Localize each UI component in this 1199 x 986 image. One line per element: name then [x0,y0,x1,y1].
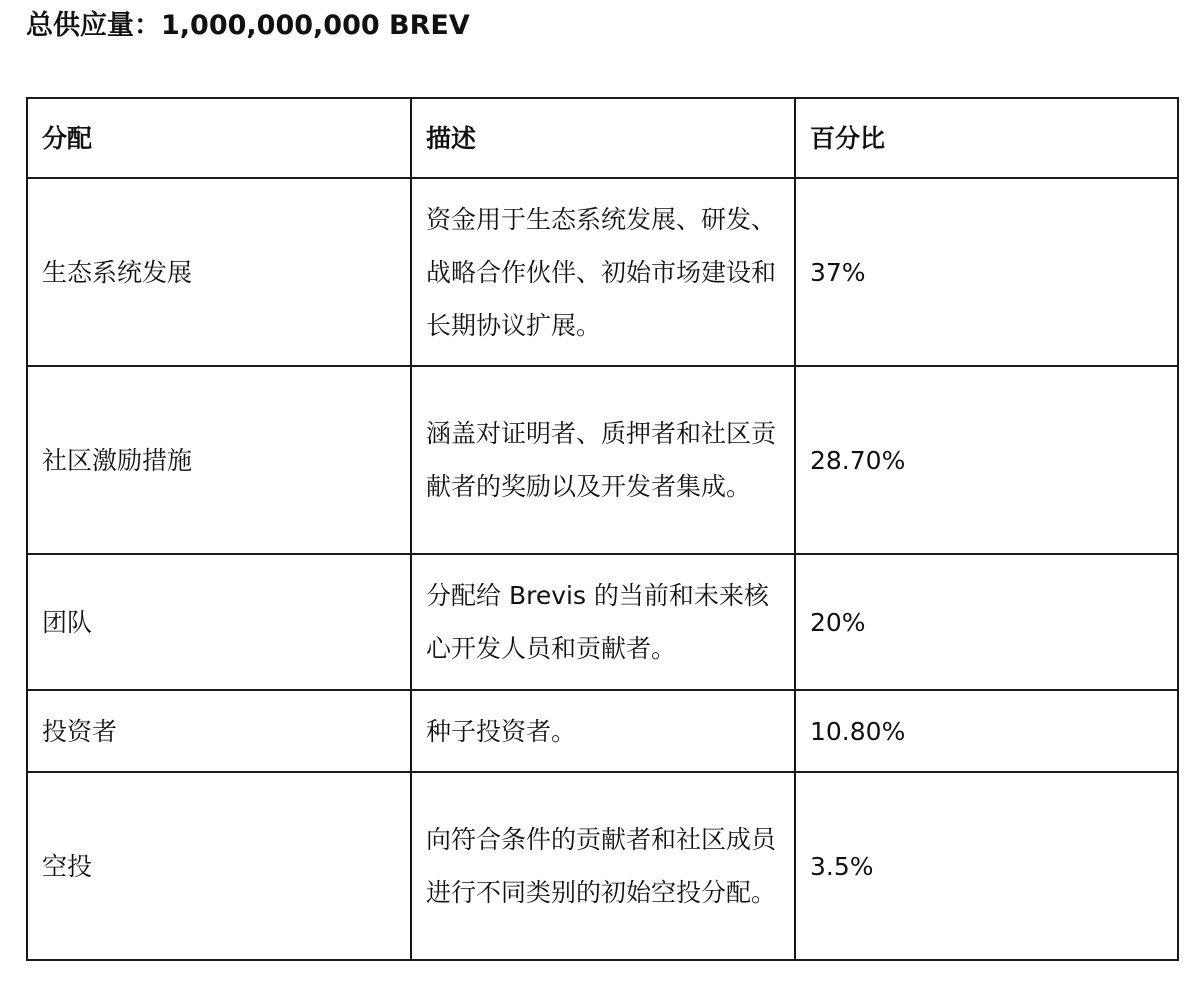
header-percentage: 百分比 [795,98,1178,178]
allocation-table [26,97,1179,961]
table-header-row [27,98,1178,178]
allocation-cell: 空投 [27,772,411,960]
header-allocation: 分配 [27,98,411,178]
description-cell: 种子投资者。 [411,690,795,772]
table-row [27,366,1178,554]
description-cell: 资金用于生态系统发展、研发、战略合作伙伴、初始市场建设和长期协议扩展。 [411,178,795,366]
table-row [27,772,1178,960]
description-cell: 向符合条件的贡献者和社区成员进行不同类别的初始空投分配。 [411,772,795,960]
allocation-cell: 投资者 [27,690,411,772]
table-row [27,178,1178,366]
description-cell: 分配给 Brevis 的当前和未来核心开发人员和贡献者。 [411,554,795,690]
table-row [27,690,1178,772]
description-cell: 涵盖对证明者、质押者和社区贡献者的奖励以及开发者集成。 [411,366,795,554]
percentage-cell: 37% [795,178,1178,366]
allocation-cell: 社区激励措施 [27,366,411,554]
percentage-cell: 28.70% [795,366,1178,554]
percentage-cell: 3.5% [795,772,1178,960]
allocation-cell: 团队 [27,554,411,690]
header-description: 描述 [411,98,795,178]
percentage-cell: 10.80% [795,690,1178,772]
percentage-cell: 20% [795,554,1178,690]
table-row [27,554,1178,690]
page-title: 总供应量：1,000,000,000 BREV [26,10,470,41]
allocation-cell: 生态系统发展 [27,178,411,366]
